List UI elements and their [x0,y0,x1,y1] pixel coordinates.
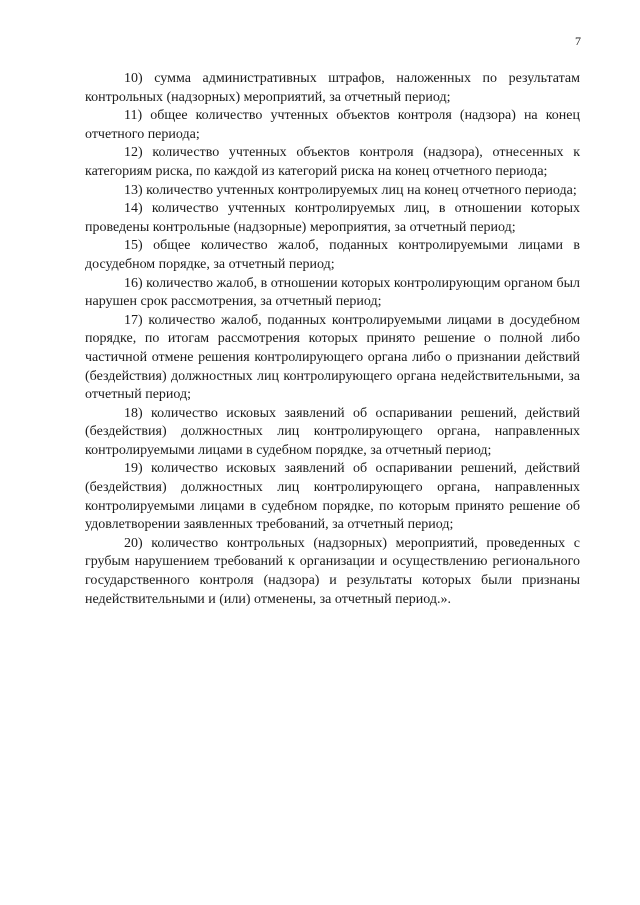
list-item-16: 16) количество жалоб, в отношении которых контролирующим органом был нарушен срок рассмотрения, за отчетный период; [85,275,580,310]
list-item-17: 17) количество жалоб, поданных контролируемыми лицами в досудебном порядке, по итогам рассмотрения которых принято решение о полной либо частичной отмене решения контролирующего органа либо о признании действий (бездействия) должностных лиц контролирующего органа недействительными, за отчетный период; [85,312,580,403]
list-item-10: 10) сумма административных штрафов, наложенных по результатам контрольных (надзорных) мероприятий, за отчетный период; [85,71,580,105]
page-number: 7 [575,34,581,48]
list-item-19: 19) количество исковых заявлений об оспаривании решений, действий (бездействия) должностных лиц контролирующего органа, направленных контролируемыми лицами в судебном порядке, по которым принято решение об удовлетворении заявленных требований, за отчетный период; [85,461,580,533]
list-item-18: 18) количество исковых заявлений об оспаривании решений, действий (бездействия) должностных лиц контролирующего органа, направленных контролируемыми лицами в судебном порядке, за отчетный период; [85,405,580,458]
list-item-15: 15) общее количество жалоб, поданных контролируемыми лицами в досудебном порядке, за отчетный период; [85,238,580,272]
document-body [85,70,580,609]
list-item-12: 12) количество учтенных объектов контроля (надзора), отнесенных к категориям риска, по каждой из категорий риска на конец отчетного периода; [85,145,580,179]
list-item-13: 13) количество учтенных контролируемых лиц на конец отчетного периода; [124,182,577,198]
list-item-14: 14) количество учтенных контролируемых лиц, в отношении которых проведены контрольные (надзорные) мероприятия, за отчетный период; [85,201,580,235]
list-item-20: 20) количество контрольных (надзорных) мероприятий, проведенных с грубым нарушением требований к организации и осуществлению регионального государственного контроля (надзора) и результаты которых были признаны недействительными и (или) отменены, за отчетный период.». [85,535,580,607]
list-item-11: 11) общее количество учтенных объектов контроля (надзора) на конец отчетного периода; [85,108,580,142]
